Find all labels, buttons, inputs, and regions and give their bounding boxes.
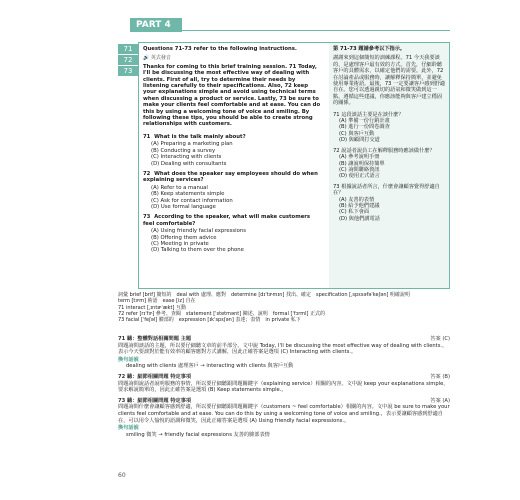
explanation-72 [118,374,450,394]
paraphrase-text: smiling 微笑 → friendly facial expressions 友善的臉部表情 [126,431,270,438]
option: (A) 準備一份行銷計畫 [339,118,390,125]
explanation-title: 73 聽：細節相關問題 特定事項 [118,397,192,404]
chinese-question-71 [333,112,445,144]
question-71 [143,134,323,167]
option: (A) 友善的表情 [339,196,375,203]
chinese-title: 第 71-73 題請參考以下指示。 [333,46,406,52]
accent-tag: 🔊 英式發音 [143,55,171,62]
instruction: Questions 71-73 refer to the following instructions. [143,46,297,52]
chinese-column [329,43,449,288]
question-number-tabs [118,44,138,77]
question-title [143,134,323,140]
q-text: 說話者說員工在解釋服務時應該做什麼？ [341,147,435,154]
option[interactable]: (C) Ask for contact information [151,197,233,204]
explanation-body: 問題詢問什麼會讓顧客感到舒適，所以要仔細聽跟問題關鍵字（customers ~ feel comfortable）相關的內容。文中說 be sure to make your clients feel comfortable and at ease. You can do this by using a welcoming tone of voice and smiling.，表示要讓顧客感到舒適自在，可以用令人愉悅的語調和微笑，因此正確答案是選項 (A) Using friendly facial expressions.。 [118,404,450,424]
explanation-title: 71 聽：整體對話相關問題 主題 [118,336,192,342]
question-73 [143,214,323,253]
question-title [143,171,323,184]
question-number: 71 [118,44,138,54]
option: (C) 與客戶互動 [339,130,375,137]
page-number: 60 [118,472,126,479]
q-num: 72 [143,170,151,177]
explanations [118,336,450,442]
chinese-question-72 [333,148,445,180]
question-title [333,184,445,197]
option: (D) 與他們講電話 [339,215,380,222]
option[interactable]: (D) Use formal language [151,203,216,210]
chinese-question-73 [333,184,445,222]
explanation-73 [118,398,450,439]
english-column [143,46,323,258]
vocab-line: term [tɝm] 術語 ease [iz] 自在 [118,298,196,305]
q-text: 根據說話者所言，什麼會讓顧客覺得舒適自在？ [333,183,440,197]
q-num: 73 [143,214,151,221]
option[interactable]: (A) Preparing a marketing plan [151,141,233,148]
q-text: What does the speaker say employees should do when explaining services? [143,170,318,184]
question-title [143,214,323,227]
q-num: 72 [333,147,340,154]
option: (B) 給予他們建議 [339,202,380,209]
vocab-line: 詞彙 brief [brif] 簡短的 deal with 處理、應對 determine [dɪˈtɝmɪn] 找出、確定 specification [ˌspɛsəfəˈkeʃən] 明確說明 [118,292,411,298]
explanation-head [118,336,450,343]
q-num: 73 [333,183,340,190]
option[interactable]: (A) Using friendly facial expressions [151,228,246,235]
part-label: PART 4 [130,18,182,32]
vocab-line: 71 interact [ˌɪntɚˈækt] 互動 [118,304,187,311]
answer-label: 答案 (A) [430,397,450,404]
vocab-line: 73 facial [ˈfeʃəl] 臉部的 expression [ɪkˈspɛʃən] 表達；表情 in private 私下 [118,317,301,324]
q-num: 71 [143,133,151,140]
explanation-body: 問題詢問談話的主題，所以要仔細聽文章的前半部分。文中說 Today, I'll be discussing the most effective way of dealing with clients.，表示今天要談對於能有效率的顧客應對方式講解，因此正確答案是選項 (C) Interacting with clients.。 [118,342,448,356]
accent-label: 英式發音 [150,55,171,62]
chinese-script: 謝謝來到這個簡短的訓練課程。71 今天我要談的，是處理客戶最有效的方式。首先，仔細聆聽客戶的具體需求，以確定他們的需要。此外，72 在討論產品或服務時，讓解釋保持簡單，並避免使用專業術語。最後，73 一定要讓客戶感到舒適自在。您可以透過親切的語氣和微笑做到這一點。遵循這些建議，你應該能夠與客戶建立穩固的關係。 [333,55,446,107]
paraphrase-label: 換句話說 [118,425,139,432]
option[interactable]: (B) Conducting a survey [151,147,216,154]
option[interactable]: (B) Offering them advice [151,234,217,241]
paraphrase-label: 換句話說 [118,356,139,363]
explanation-body: 問題詢問說話者說明服務的事情，所以要仔細聽跟問題關鍵字（explaining service）相關的內容。文中說 keep your explanations simple，要求解說簡單的，因此正確答案是選項 (B) Keep statements simple.。 [118,380,449,394]
option[interactable]: (C) Meeting in private [151,240,209,247]
paraphrase-text: dealing with clients 處理客戶 → interacting with clients 與客戶互動 [126,363,294,370]
q-text: What is the talk mainly about? [154,133,246,140]
explanation-title: 72 聽：細節相關問題 特定事項 [118,373,192,380]
listening-script: Thanks for coming to this brief training session. 71 Today, I'll be discussing the most effective way of dealing with clients. First of all, try to determine their needs by listening carefully to their specifications. Also, 72 keep your explanations simple and avoid using technical terms when discussing a product or service. Lastly, 73 be sure to make your clients feel comfortable and at ease. You can do this by using a welcoming tone of voice and smiling. By following these tips, you should be able to create strong relationships with customers. [143,63,321,128]
question-72 [143,171,323,210]
answer-label: 答案 (C) [430,336,450,342]
vocab-line: 72 refer [rɪˈfɝ] 參考、查閱 statement [ˈstetmənt] 陳述、說明 formal [ˈfɔrml] 正式的 [118,310,326,317]
option: (D) 與顧問打交道 [339,137,380,144]
option: (B) 進行一份問卷調查 [339,124,390,131]
q-text: 這段談話主要是在談什麼？ [341,111,404,118]
vocabulary-section [118,292,450,323]
option[interactable]: (D) Talking to them over the phone [151,247,244,254]
question-box [138,42,450,289]
answer-label: 答案 (B) [430,373,450,380]
option: (B) 讓說明保持簡單 [339,160,385,167]
option: (A) 參考說明手冊 [339,154,380,161]
option: (D) 使用正式語言 [339,173,380,180]
option: (C) 私下會面 [339,209,370,216]
part-divider [182,30,450,31]
option[interactable]: (C) Interacting with clients [151,154,222,161]
explanation-head [118,374,450,381]
option[interactable]: (D) Dealing with consultants [151,160,227,167]
q-num: 71 [333,111,340,118]
option[interactable]: (A) Refer to a manual [151,184,208,191]
explanation-71 [118,336,450,370]
q-text: According to the speaker, what will make customers feel comfortable? [143,214,311,227]
option[interactable]: (B) Keep statements simple [151,191,225,198]
question-number: 72 [118,55,138,65]
question-number: 73 [118,66,138,76]
option: (C) 詢問聯絡資訊 [339,166,380,173]
